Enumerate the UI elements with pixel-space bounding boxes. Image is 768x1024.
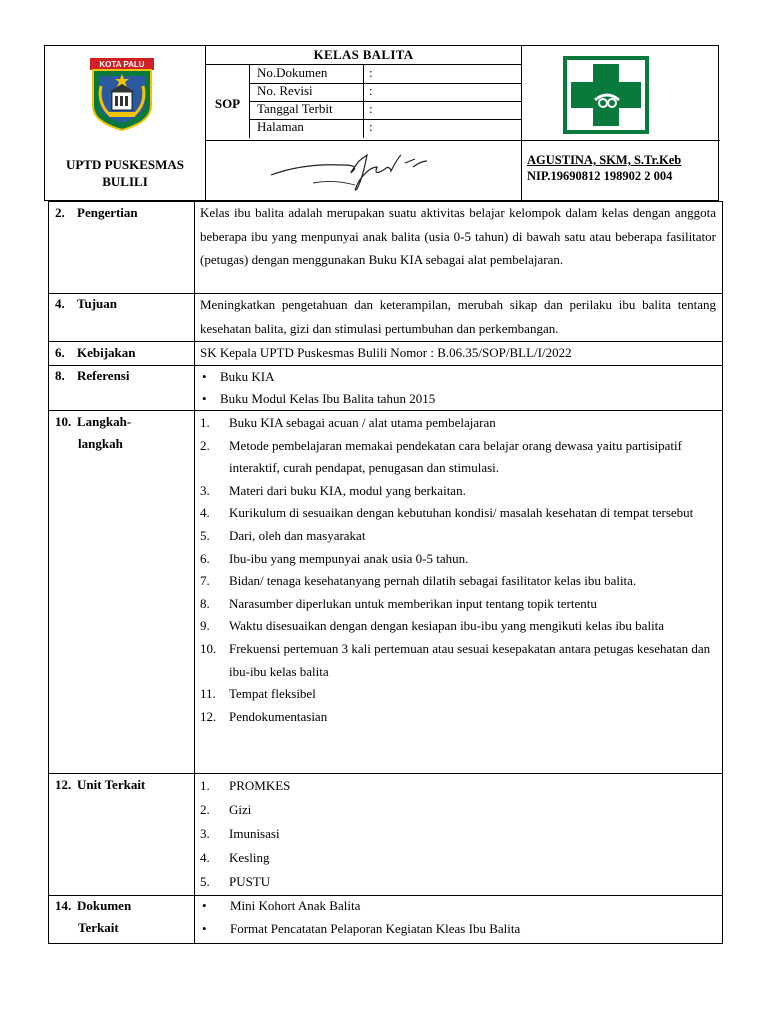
officer-nip: NIP.19690812 198902 2 004 [527, 169, 673, 183]
meta-value: : [369, 101, 373, 116]
list-item: 3. Imunisasi [200, 826, 280, 841]
column-divider [194, 202, 195, 943]
list-item: 11. Tempat fleksibel [200, 686, 316, 702]
list-item: 5. PUSTU [200, 874, 271, 889]
list-item: 7. Bidan/ tenaga kesehatanyang pernah dilatih sebagai fasilitator kelas ibu balita. [200, 573, 637, 589]
puskesmas-logo [563, 56, 649, 134]
meta-value: : [369, 65, 373, 80]
sop-content-table [48, 201, 723, 944]
section-label-langkah: 10. Langkah- langkah [55, 414, 132, 451]
list-item: 6. Ibu-ibu yang mempunyai anak usia 0-5 tahun. [200, 550, 469, 566]
section-label-tujuan: 4. Tujuan [55, 296, 117, 311]
divider [205, 46, 206, 200]
section-label-kebijakan: 6. Kebijakan [55, 345, 136, 360]
organization-name: UPTD PUSKESMAS BULILI [65, 157, 185, 189]
list-item: 4. Kurikulum di sesuaikan dengan kebutuhan kondisi/ masalah kesehatan di tempat tersebut [200, 505, 694, 521]
list-item: 1. Buku KIA sebagai acuan / alat utama pembelajaran [200, 415, 496, 430]
meta-value: : [369, 119, 373, 134]
list-item: • Buku KIA [202, 369, 275, 384]
section-label-pengertian: 2. Pengertian [55, 205, 138, 220]
document-title: KELAS BALITA [313, 47, 414, 62]
list-item: 10. Frekuensi pertemuan 3 kali pertemuan atau sesuai kesepakatan antara petugas kesehatan dan ibu-ibu kelas balita [200, 640, 711, 679]
officer-block [527, 152, 681, 184]
list-item: 8. Narasumber diperlukan untuk memberikan input tentang topik tertentu [200, 595, 597, 611]
section-label-referensi: 8. Referensi [55, 368, 130, 383]
section-label-dokumen: 14. Dokumen Terkait [55, 898, 132, 935]
row-divider [49, 410, 722, 411]
meta-value: : [369, 83, 373, 98]
row-divider [49, 365, 722, 366]
sop-header [44, 45, 719, 201]
list-item: 3. Materi dari buku KIA, modul yang berkaitan. [200, 482, 466, 498]
officer-name: AGUSTINA, SKM, S.Tr.Keb [527, 153, 682, 167]
row-divider [49, 773, 722, 774]
pengertian-text: Kelas ibu balita adalah merupakan suatu aktivitas belajar kelompok dalam kelas dengan anggota beberapa ibu yang menpunyai anak balita (usia 0-5 tahun) di bawah satu atau beberapa fasilitator (petugas) dengan menggunakan Buku KIA sebagai alat pembelajaran. [200, 205, 716, 267]
meta-label: Halaman [257, 119, 304, 134]
signature [263, 147, 433, 195]
list-item: 5. Dari, oleh dan masyarakat [200, 527, 366, 543]
langkah-list [200, 412, 716, 728]
list-item: 2. Gizi [200, 802, 252, 817]
divider [205, 140, 521, 141]
divider [521, 140, 720, 141]
list-item: • Mini Kohort Anak Balita [202, 898, 361, 913]
list-item: • Buku Modul Kelas Ibu Balita tahun 2015 [202, 391, 436, 406]
kota-palu-logo [87, 56, 157, 132]
list-item: • Format Pencatatan Pelaporan Kegiatan Kleas Ibu Balita [202, 921, 521, 936]
row-divider [49, 895, 722, 896]
meta-label: No. Revisi [257, 83, 313, 98]
kebijakan-text: SK Kepala UPTD Puskesmas Bulili Nomor : B.06.35/SOP/BLL/I/2022 [200, 345, 572, 360]
list-item: 9. Waktu disesuaikan dengan dengan kesiapan ibu-ibu yang mengikuti kelas ibu balita [200, 618, 665, 634]
meta-label: No.Dokumen [257, 65, 328, 80]
unit-list [200, 774, 290, 894]
divider [521, 46, 522, 200]
meta-label: Tanggal Terbit [257, 101, 333, 116]
section-label-unit: 12. Unit Terkait [55, 777, 146, 792]
tujuan-text: Meningkatkan pengetahuan dan keterampilan, merubah sikap dan perilaku ibu balita tentang kesehatan balita, gizi dan stimulasi pertumbuhan dan perkembangan. [200, 297, 716, 336]
list-item: 12. Pendokumentasian [200, 708, 328, 724]
list-item: 2. Metode pembelajaran memakai pendekatan cara belajar orang dewasa yaitu partisipatif interaktif, curah pendapat, penugasan dan stimulasi. [200, 437, 682, 476]
sop-label: SOP [214, 96, 241, 111]
list-item: 4. Kesling [200, 850, 270, 865]
svg-text:KOTA PALU: KOTA PALU [99, 60, 145, 69]
list-item: 1. PROMKES [200, 778, 291, 793]
